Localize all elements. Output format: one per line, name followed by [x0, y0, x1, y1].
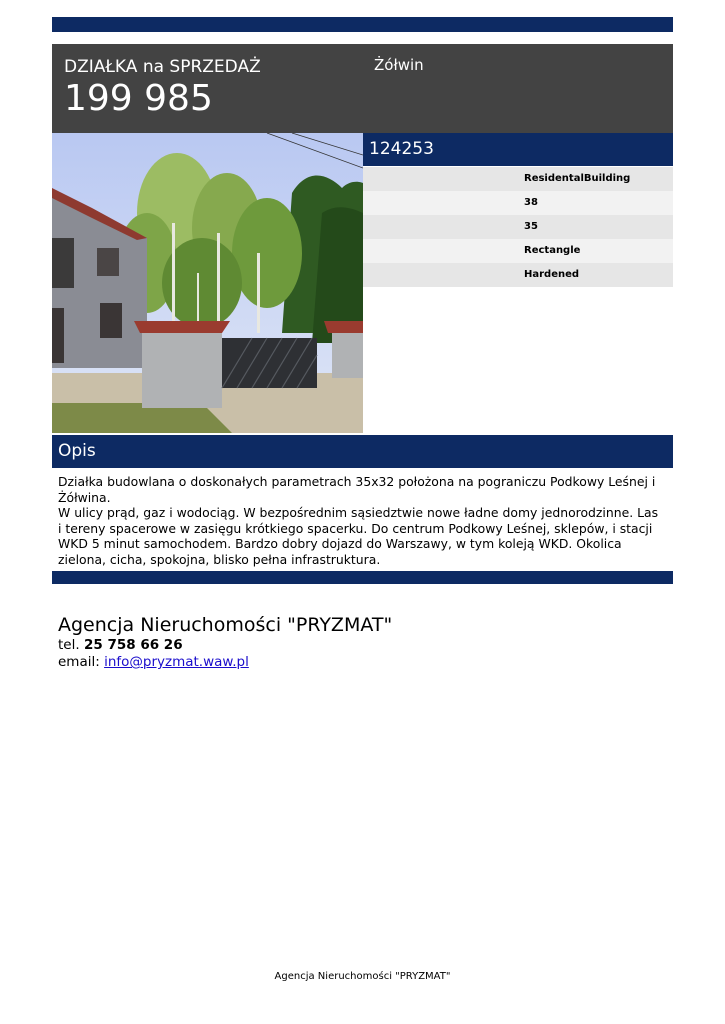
listing-city: Żółwin: [374, 56, 424, 74]
listing-id: 124253: [369, 139, 434, 159]
listing-id-bar: [363, 133, 673, 166]
top-bar: [52, 17, 673, 32]
param-row: [363, 263, 673, 287]
description-header: [52, 435, 673, 468]
param-value: Rectangle: [524, 245, 581, 256]
property-photo: [52, 133, 363, 433]
param-value: Hardened: [524, 269, 580, 280]
param-row: [363, 167, 673, 191]
description-title: Opis: [58, 441, 96, 461]
param-row: [363, 191, 673, 215]
listing-type: DZIAŁKA na SPRZEDAŻ: [64, 57, 261, 77]
page-footer: Agencja Nieruchomości "PRYZMAT": [274, 971, 451, 982]
phone-label: tel.: [58, 637, 80, 653]
param-value: 35: [524, 221, 538, 232]
description-text: [58, 474, 662, 568]
agency-email: [58, 654, 249, 670]
agency-name: Agencja Nieruchomości "PRYZMAT": [58, 614, 393, 636]
listing-params: [363, 167, 673, 287]
email-link[interactable]: info@pryzmat.waw.pl: [104, 654, 249, 670]
param-row: [363, 239, 673, 263]
listing-header: [52, 44, 673, 133]
bottom-bar: [52, 571, 673, 584]
description-line: W ulicy prąd, gaz i wodociąg. W bezpośrednim sąsiedztwie nowe ładne domy jednorodzinne. Las i tereny spacerowe w zasięgu krótkiego spacerku. Do centrum Podkowy Leśnej, sklepów, i stacji WKD 5 minut samochodem. Bardzo dobry dojazd do Warszawy, w tym koleją WKD. Okolica zielona, cicha, spokojna, blisko pełna infrastruktura.: [58, 505, 659, 567]
email-label: email:: [58, 654, 100, 670]
description-line: Działka budowlana o doskonałych parametrach 35x32 położona na pograniczu Podkowy Leśnej i Żółwina.: [58, 474, 656, 505]
agency-phone: [58, 637, 183, 653]
listing-price: 199 985: [64, 78, 213, 119]
phone-number: 25 758 66 26: [83, 637, 183, 653]
param-row: [363, 215, 673, 239]
param-value: ResidentalBuilding: [524, 173, 631, 184]
param-value: 38: [524, 197, 538, 208]
